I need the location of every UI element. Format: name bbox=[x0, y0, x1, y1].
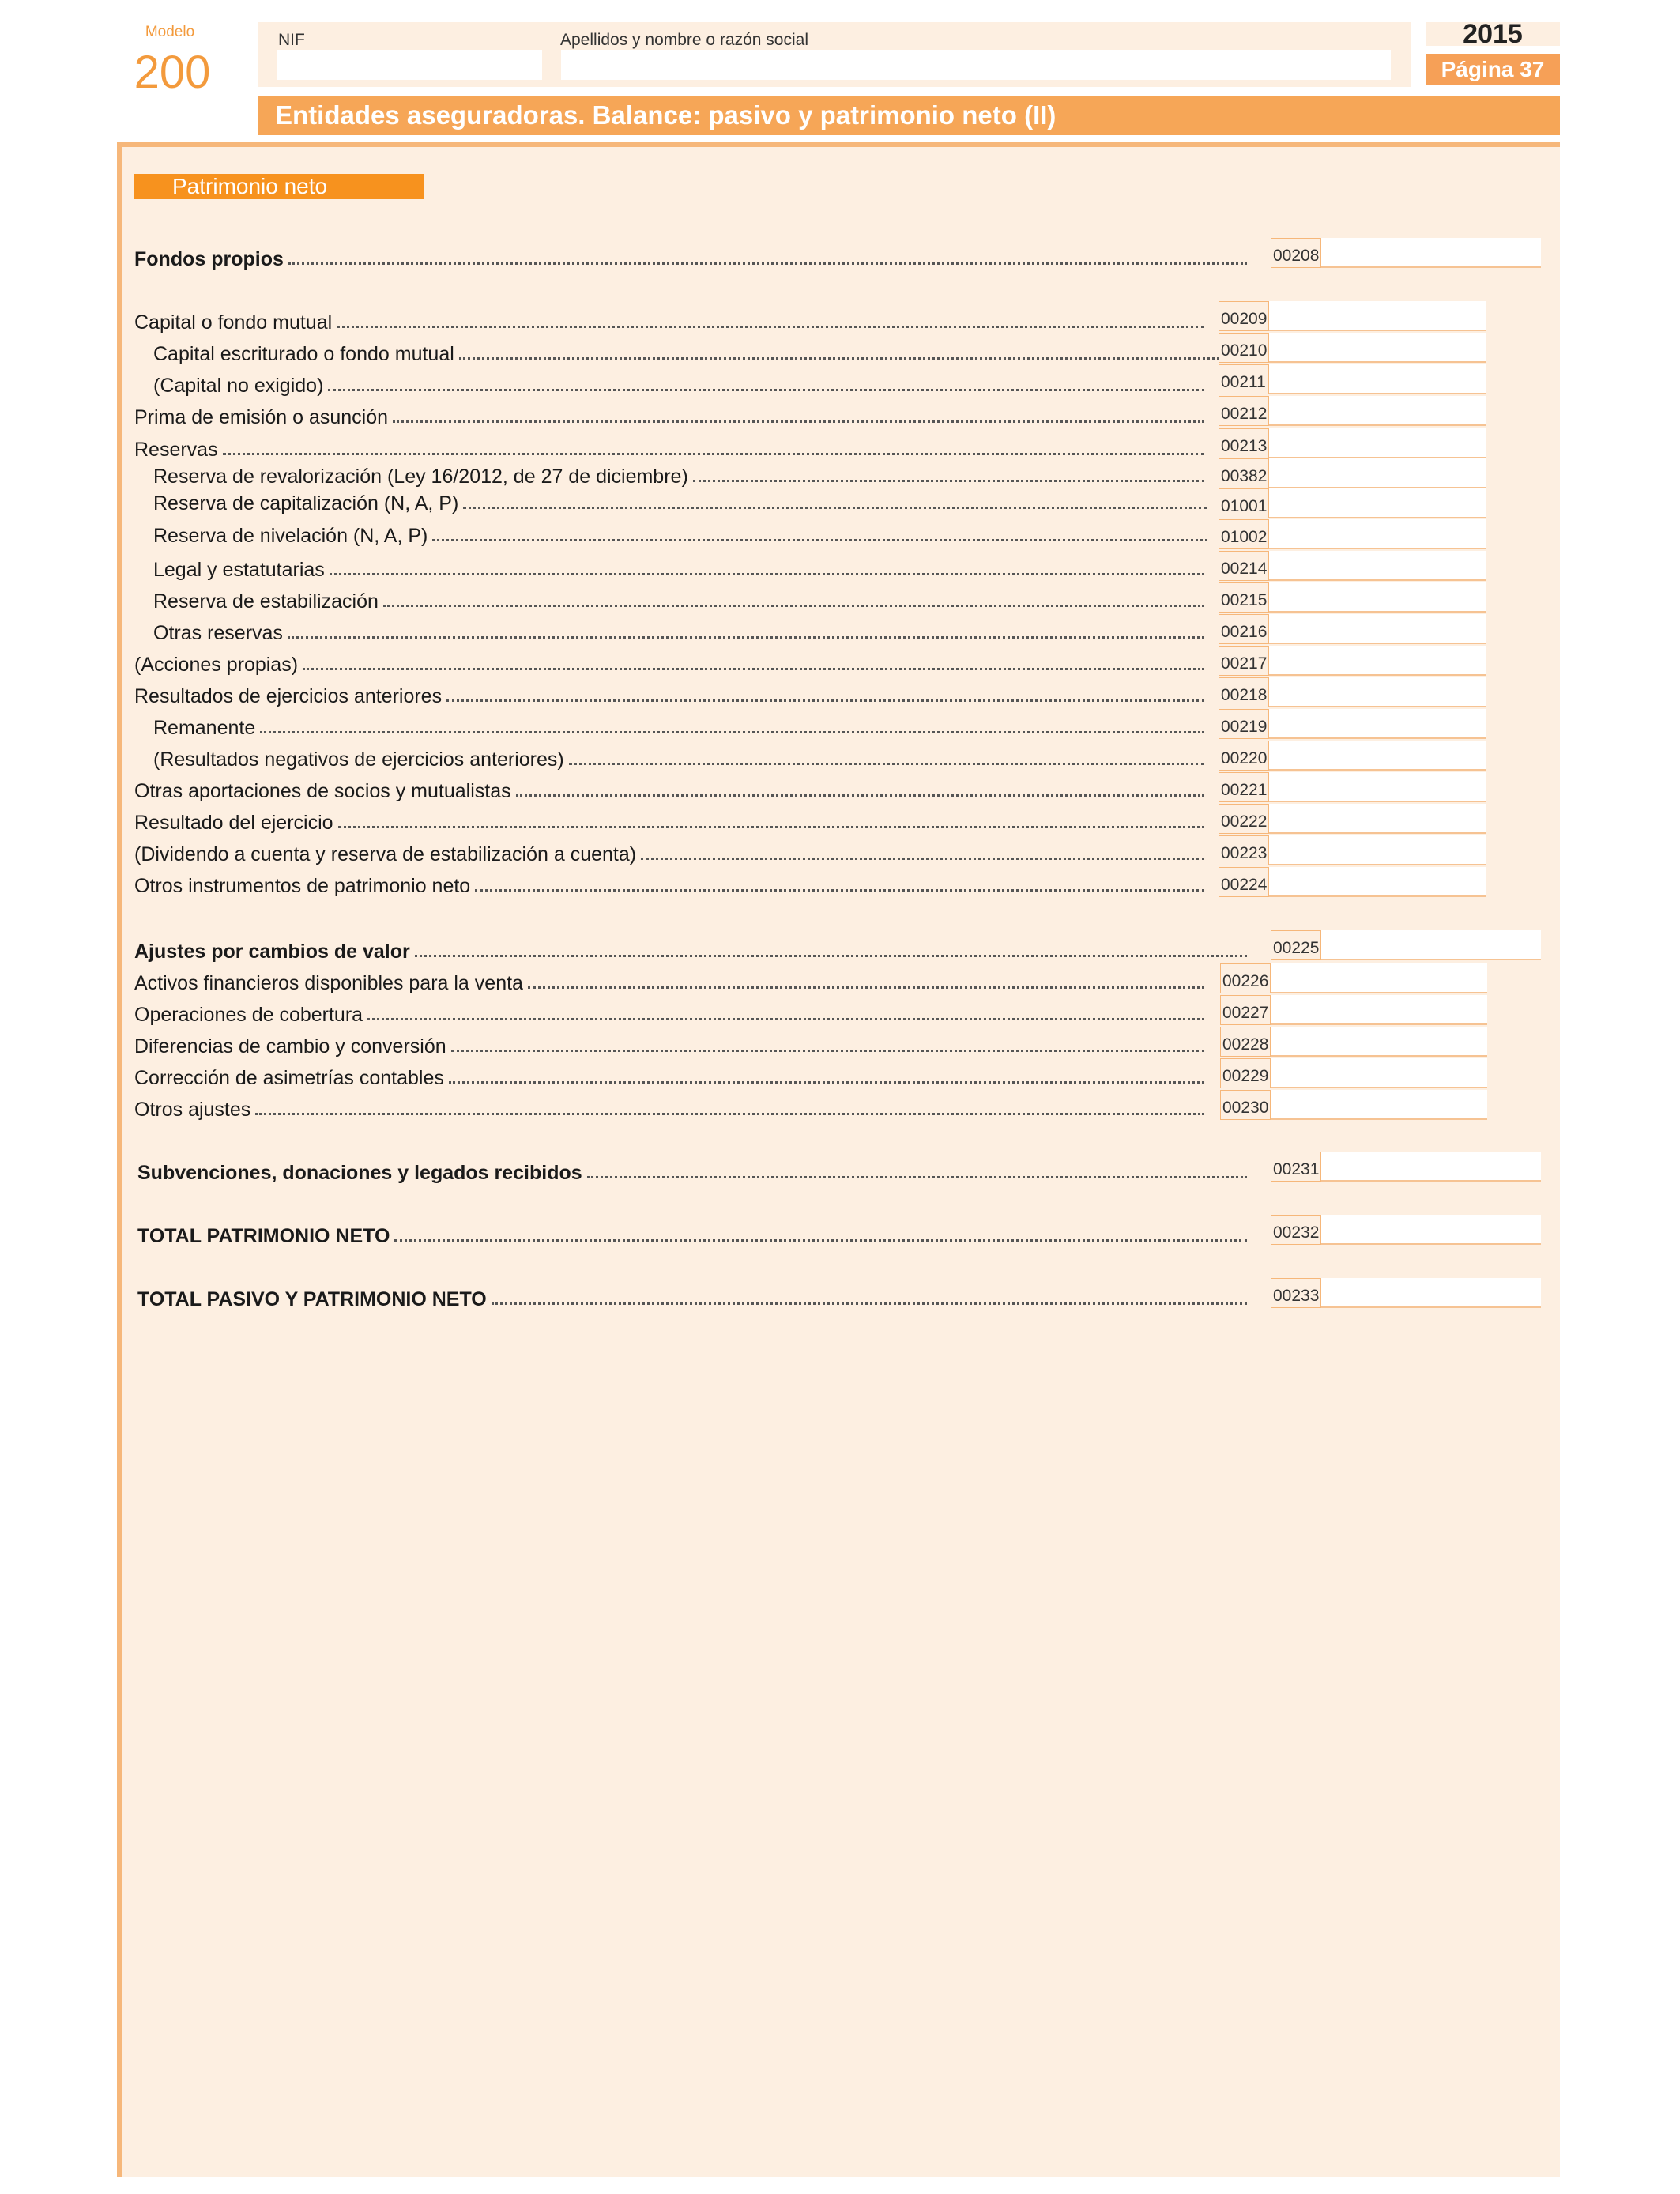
value-input[interactable] bbox=[1269, 428, 1486, 458]
nif-label: NIF bbox=[278, 31, 305, 49]
row-label: Capital escriturado o fondo mutual bbox=[153, 343, 454, 365]
box-code: 00208 bbox=[1271, 238, 1321, 268]
row-label: Diferencias de cambio y conversión bbox=[134, 1035, 446, 1057]
row-label: (Resultados negativos de ejercicios anteriores) bbox=[153, 748, 564, 771]
dot-leader bbox=[337, 326, 1204, 328]
form-row bbox=[153, 337, 1228, 364]
value-input[interactable] bbox=[1271, 995, 1487, 1025]
box-code: 00382 bbox=[1219, 458, 1269, 488]
form-row bbox=[134, 935, 1252, 962]
row-label: (Dividendo a cuenta y reserva de estabilización a cuenta) bbox=[134, 843, 637, 865]
row-label: Reserva de revalorización (Ley 16/2012, de 27 de diciembre) bbox=[153, 466, 688, 488]
dot-leader bbox=[446, 699, 1204, 702]
year-badge: 2015 bbox=[1426, 22, 1560, 46]
form-row bbox=[134, 998, 1209, 1025]
box-code: 00216 bbox=[1219, 614, 1269, 644]
row-label: Otros ajustes bbox=[134, 1099, 251, 1121]
box-code: 00232 bbox=[1271, 1215, 1321, 1245]
value-input[interactable] bbox=[1269, 835, 1486, 865]
name-input[interactable] bbox=[561, 50, 1391, 80]
dot-leader bbox=[255, 1113, 1204, 1115]
dot-leader bbox=[516, 794, 1204, 797]
box-code: 00222 bbox=[1219, 804, 1269, 834]
box-code: 00233 bbox=[1271, 1278, 1321, 1308]
form-row bbox=[134, 869, 1209, 896]
form-row bbox=[134, 433, 1209, 460]
row-label: Reservas bbox=[134, 439, 218, 461]
value-input[interactable] bbox=[1321, 1278, 1541, 1308]
row-label: Fondos propios bbox=[134, 248, 284, 270]
dot-leader bbox=[288, 636, 1204, 639]
dot-leader bbox=[475, 889, 1204, 892]
form-row bbox=[134, 967, 1209, 993]
row-label: (Capital no exigido) bbox=[153, 375, 324, 397]
value-input[interactable] bbox=[1269, 458, 1486, 488]
dot-leader bbox=[569, 763, 1204, 765]
name-label: Apellidos y nombre o razón social bbox=[560, 31, 808, 49]
form-row bbox=[134, 806, 1209, 833]
value-input[interactable] bbox=[1271, 1027, 1487, 1057]
row-label: Legal y estatutarias bbox=[153, 559, 325, 581]
box-code: 00229 bbox=[1220, 1058, 1271, 1088]
box-code: 00221 bbox=[1219, 772, 1269, 802]
box-code: 00225 bbox=[1271, 930, 1321, 960]
value-input[interactable] bbox=[1269, 709, 1486, 739]
value-input[interactable] bbox=[1271, 963, 1487, 993]
value-input[interactable] bbox=[1269, 333, 1486, 363]
box-code: 00217 bbox=[1219, 646, 1269, 676]
dot-leader bbox=[383, 605, 1204, 607]
dot-leader bbox=[587, 1176, 1247, 1178]
dot-leader bbox=[330, 573, 1204, 575]
value-input[interactable] bbox=[1269, 488, 1486, 518]
form-row bbox=[153, 487, 1212, 514]
value-input[interactable] bbox=[1269, 677, 1486, 707]
row-label: TOTAL PATRIMONIO NETO bbox=[137, 1225, 390, 1247]
form-row bbox=[153, 460, 1209, 487]
row-label: Reserva de capitalización (N, A, P) bbox=[153, 492, 459, 515]
dot-leader bbox=[641, 858, 1204, 860]
row-label: Otros instrumentos de patrimonio neto bbox=[134, 875, 471, 897]
box-code: 00215 bbox=[1219, 582, 1269, 613]
box-code: 00209 bbox=[1219, 301, 1269, 331]
row-label: Resultados de ejercicios anteriores bbox=[134, 685, 443, 707]
dot-leader bbox=[260, 731, 1204, 733]
row-label: Subvenciones, donaciones y legados recibidos bbox=[137, 1162, 582, 1184]
form-row bbox=[137, 1283, 1252, 1310]
value-input[interactable] bbox=[1269, 582, 1486, 613]
box-code: 00219 bbox=[1219, 709, 1269, 739]
dot-leader bbox=[463, 507, 1207, 509]
form-row bbox=[153, 743, 1209, 770]
row-label: Corrección de asimetrías contables bbox=[134, 1067, 444, 1089]
value-input[interactable] bbox=[1269, 614, 1486, 644]
dot-leader bbox=[394, 1239, 1247, 1242]
box-code: 01001 bbox=[1219, 488, 1269, 518]
dot-leader bbox=[459, 357, 1223, 360]
modelo-number: 200 bbox=[134, 47, 211, 98]
value-input[interactable] bbox=[1269, 772, 1486, 802]
form-row bbox=[153, 585, 1209, 612]
row-label: Prima de emisión o asunción bbox=[134, 406, 388, 428]
nif-input[interactable] bbox=[277, 50, 542, 80]
form-row bbox=[134, 775, 1209, 801]
row-label: Reserva de estabilización bbox=[153, 590, 379, 613]
form-row bbox=[134, 648, 1209, 675]
value-input[interactable] bbox=[1321, 1152, 1541, 1182]
box-code: 00227 bbox=[1220, 995, 1271, 1025]
dot-leader bbox=[338, 826, 1204, 828]
box-code: 00223 bbox=[1219, 835, 1269, 865]
form-row bbox=[134, 1061, 1209, 1088]
value-input[interactable] bbox=[1271, 1090, 1487, 1120]
box-code: 00224 bbox=[1219, 867, 1269, 897]
row-label: Ajustes por cambios de valor bbox=[134, 941, 410, 963]
row-label: (Acciones propias) bbox=[134, 654, 299, 676]
row-label: TOTAL PASIVO Y PATRIMONIO NETO bbox=[137, 1288, 487, 1310]
form-row bbox=[134, 1093, 1209, 1120]
modelo-label: Modelo bbox=[145, 24, 195, 40]
dot-leader bbox=[451, 1050, 1204, 1052]
form-row bbox=[134, 838, 1209, 865]
form-row bbox=[153, 711, 1209, 738]
dot-leader bbox=[393, 420, 1204, 423]
form-row bbox=[137, 1220, 1252, 1246]
row-label: Operaciones de cobertura bbox=[134, 1004, 363, 1026]
dot-leader bbox=[303, 668, 1204, 670]
box-code: 00226 bbox=[1220, 963, 1271, 993]
form-row bbox=[137, 1156, 1252, 1183]
box-code: 00213 bbox=[1219, 428, 1269, 458]
form-row bbox=[153, 369, 1209, 396]
value-input[interactable] bbox=[1271, 1058, 1487, 1088]
dot-leader bbox=[693, 480, 1204, 482]
form-row bbox=[134, 680, 1209, 707]
value-input[interactable] bbox=[1321, 930, 1541, 960]
form-row bbox=[134, 243, 1252, 270]
box-code: 00212 bbox=[1219, 396, 1269, 426]
value-input[interactable] bbox=[1321, 1215, 1541, 1245]
page-badge: Página 37 bbox=[1426, 54, 1560, 85]
page-title: Entidades aseguradoras. Balance: pasivo y patrimonio neto (II) bbox=[258, 96, 1560, 135]
box-code: 00218 bbox=[1219, 677, 1269, 707]
row-label: Otras reservas bbox=[153, 622, 283, 644]
row-label: Capital o fondo mutual bbox=[134, 311, 333, 334]
row-label: Otras aportaciones de socios y mutualistas bbox=[134, 780, 511, 802]
dot-leader bbox=[288, 262, 1247, 265]
row-label: Remanente bbox=[153, 717, 256, 739]
box-code: 00214 bbox=[1219, 551, 1269, 581]
dot-leader bbox=[367, 1018, 1204, 1020]
value-input[interactable] bbox=[1269, 364, 1486, 394]
row-label: Resultado del ejercicio bbox=[134, 812, 333, 834]
box-code: 00230 bbox=[1220, 1090, 1271, 1120]
box-code: 00210 bbox=[1219, 333, 1269, 363]
value-input[interactable] bbox=[1269, 396, 1486, 426]
value-input[interactable] bbox=[1269, 804, 1486, 834]
dot-leader bbox=[432, 539, 1207, 541]
value-input[interactable] bbox=[1269, 867, 1486, 897]
dot-leader bbox=[528, 986, 1204, 989]
value-input[interactable] bbox=[1269, 551, 1486, 581]
value-input[interactable] bbox=[1321, 238, 1541, 268]
dot-leader bbox=[449, 1081, 1204, 1084]
dot-leader bbox=[328, 389, 1204, 391]
form-row bbox=[153, 519, 1212, 546]
value-input[interactable] bbox=[1269, 646, 1486, 676]
box-code: 00231 bbox=[1271, 1152, 1321, 1182]
form-row bbox=[134, 401, 1209, 428]
form-row bbox=[153, 616, 1209, 643]
form-row bbox=[153, 553, 1209, 580]
value-input[interactable] bbox=[1269, 301, 1486, 331]
box-code: 01002 bbox=[1219, 519, 1269, 549]
box-code: 00220 bbox=[1219, 741, 1269, 771]
form-row bbox=[134, 306, 1209, 333]
value-input[interactable] bbox=[1269, 519, 1486, 549]
dot-leader bbox=[492, 1302, 1247, 1305]
form-row bbox=[134, 1030, 1209, 1057]
value-input[interactable] bbox=[1269, 741, 1486, 771]
row-label: Activos financieros disponibles para la venta bbox=[134, 972, 523, 994]
box-code: 00228 bbox=[1220, 1027, 1271, 1057]
dot-leader bbox=[223, 453, 1204, 455]
box-code: 00211 bbox=[1219, 364, 1269, 394]
section-label: Patrimonio neto bbox=[134, 174, 424, 199]
dot-leader bbox=[415, 955, 1247, 957]
row-label: Reserva de nivelación (N, A, P) bbox=[153, 525, 428, 547]
